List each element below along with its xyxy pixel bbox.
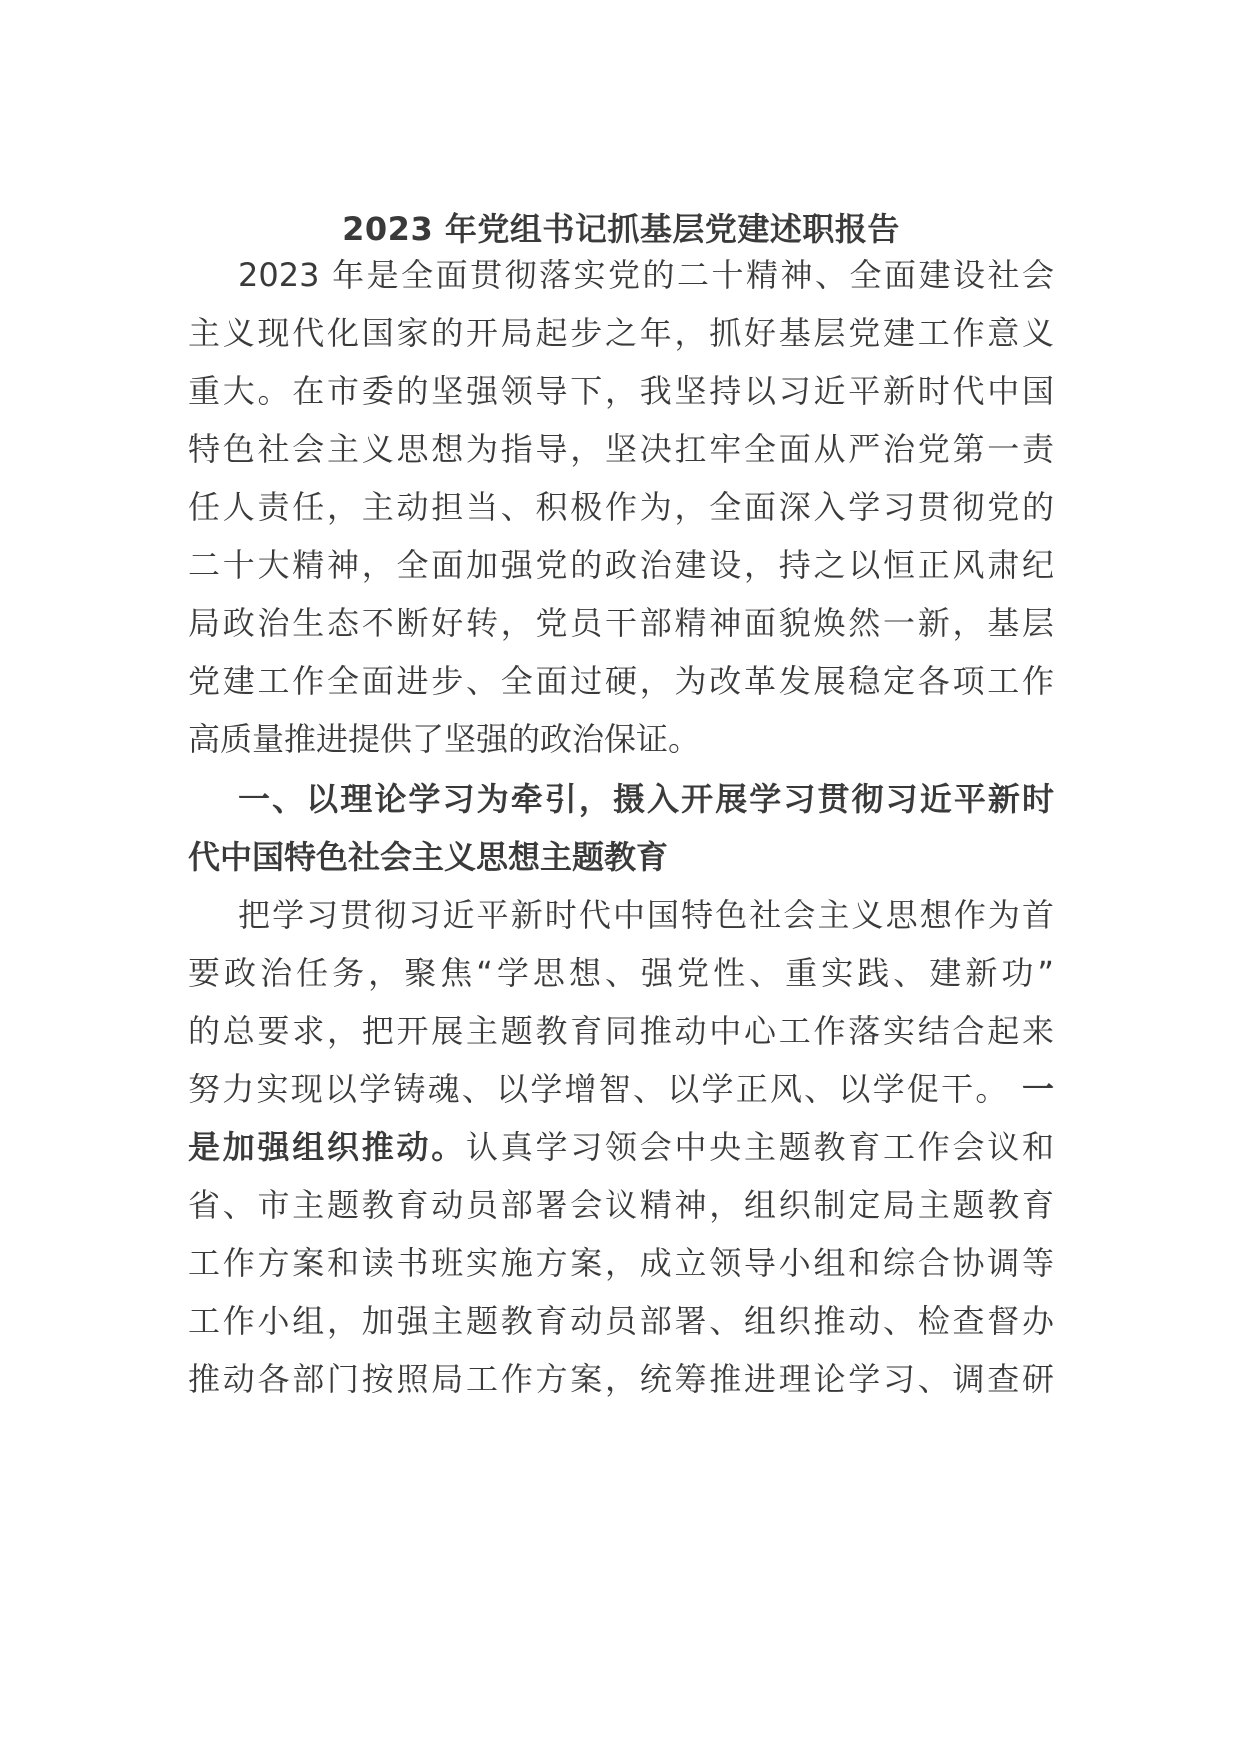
paragraph-line: 二十大精神，全面加强党的政治建设，持之以恒正风肃纪 (188, 546, 1054, 584)
paragraph-line: 工作方案和读书班实施方案，成立领导小组和综合协调等 (188, 1244, 1054, 1282)
paragraph-line: 2023 年是全面贯彻落实党的二十精神、全面建设社会 (238, 256, 1054, 294)
paragraph-line (188, 1115, 1054, 1179)
heading-line: 代中国特色社会主义思想主题教育 (188, 838, 669, 876)
paragraph-line: 特色社会主义思想为指导，坚决扛牢全面从严治党第一责 (188, 430, 1054, 468)
paragraph-line: 的总要求，把开展主题教育同推动中心工作落实结合起来 (188, 1012, 1054, 1050)
paragraph-line: 把学习贯彻习近平新时代中国特色社会主义思想作为首 (238, 896, 1054, 934)
paragraph-text: 努力实现以学铸魂、以学增智、以学正风、以学促干。 (188, 1070, 1010, 1108)
paragraph-line: 主义现代化国家的开局起步之年，抓好基层党建工作意义 (188, 314, 1054, 352)
paragraph-line: 党建工作全面进步、全面过硬，为改革发展稳定各项工作 (188, 662, 1054, 700)
paragraph-line: 任人责任，主动担当、积极作为，全面深入学习贯彻党的 (188, 488, 1054, 526)
paragraph-line: 推动各部门按照局工作方案，统筹推进理论学习、调查研 (188, 1360, 1054, 1398)
paragraph-line: 要政治任务，聚焦“学思想、强党性、重实践、建新功” (188, 954, 1054, 992)
paragraph-line (188, 1057, 1054, 1121)
paragraph-text: 认真学习领会中央主题教育工作会议和 (466, 1128, 1054, 1166)
bold-lead: 是加强组织推动。 (188, 1128, 466, 1166)
paragraph-line: 局政治生态不断好转，党员干部精神面貌焕然一新，基层 (188, 604, 1054, 642)
paragraph-line: 高质量推进提供了坚强的政治保证。 (188, 720, 701, 758)
paragraph-line: 工作小组，加强主题教育动员部署、组织推动、检查督办 (188, 1302, 1054, 1340)
bold-lead-start: 一 (1021, 1070, 1054, 1108)
paragraph-line: 重大。在市委的坚强领导下，我坚持以习近平新时代中国 (188, 372, 1054, 410)
heading-line: 一、以理论学习为牵引，摄入开展学习贯彻习近平新时 (238, 780, 1054, 818)
paragraph-line: 省、市主题教育动员部署会议精神，组织制定局主题教育 (188, 1186, 1054, 1224)
document-title: 2023 年党组书记抓基层党建述职报告 (342, 210, 900, 248)
